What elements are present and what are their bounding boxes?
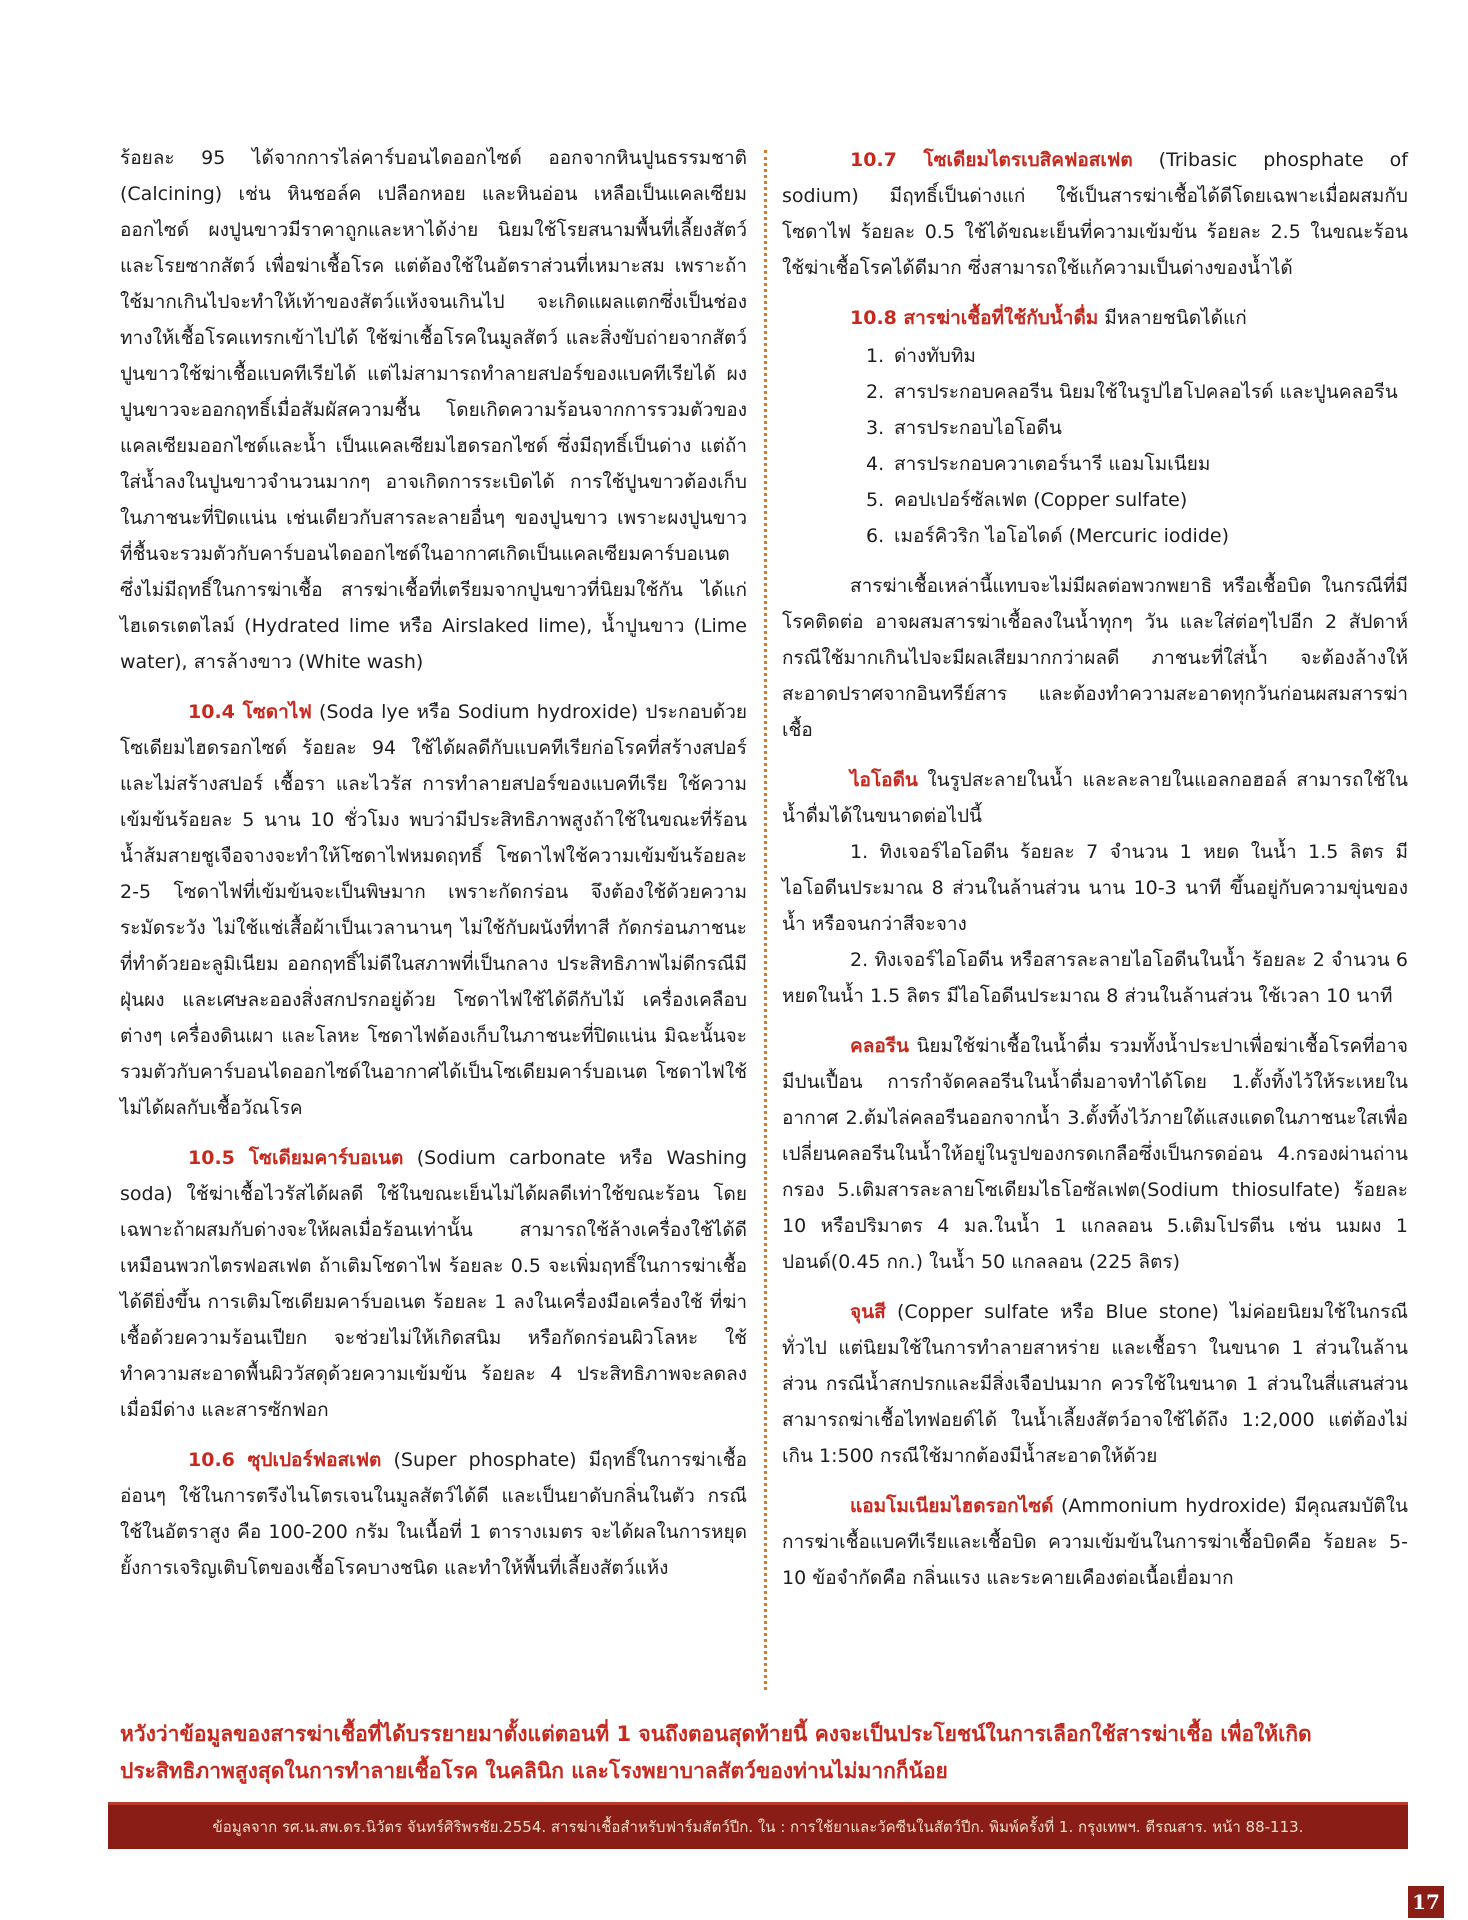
list-item: 3. สารประกอบไอโอดีน: [866, 417, 1062, 439]
list-item: 4. สารประกอบควาเตอร์นารี แอมโมเนียม: [866, 453, 1211, 475]
section-text: (Sodium carbonate หรือ Washing soda) ใช้ฆ่าเชื้อไวรัสได้ผลดี ใช้ในขณะเย็นไม่ได้ผลดีเท่าใช้ขณะร้อน โดยเฉพาะถ้าผสมกับด่างจะให้ผลเมื่อร้อนเท่านั้น สามารถใช้ล้างเครื่องใช้ได้ดีเหมือนพวกไตรฟอสเฟต ถ้าเติมโซดาไฟ ร้อยละ 0.5 จะเพิ่มฤทธิ์ในการฆ่าเชื้อได้ดียิ่งขึ้น การเติมโซเดียมคาร์บอเนต ร้อยละ 1 ลงในเครื่องมือเครื่องใช้ ที่ฆ่าเชื้อด้วยความร้อนเปียก จะช่วยไม่ให้เกิดสนิม หรือกัดกร่อนผิวโลหะ ใช้ทำความสะอาดพื้นผิววัสดุด้วยความเข้มข้น ร้อยละ 4 ประสิทธิภาพจะลดลงเมื่อมีด่าง และสารซักฟอก: [120, 1147, 747, 1421]
list-item: 5. คอปเปอร์ซัลเฟต (Copper sulfate): [866, 489, 1188, 511]
section-10-4: [120, 694, 747, 1126]
section-heading: คลอรีน: [850, 1035, 909, 1057]
drinking-water-disinfectant-list: [782, 338, 1408, 554]
section-text: ในรูปสะลายในน้ำ และละลายในแอลกอฮอล์ สามารถใช้ในน้ำดื่มได้ในขนาดต่อไปนี้: [782, 769, 1408, 827]
section-10-8: [782, 300, 1408, 336]
section-chlorine: [782, 1028, 1408, 1280]
section-text: มีหลายชนิดได้แก่: [1098, 307, 1247, 329]
section-heading: 10.4 โซดาไฟ: [188, 701, 312, 723]
page-number: 17: [1408, 1886, 1444, 1918]
section-heading: แอมโมเนียมไฮดรอกไซด์: [850, 1495, 1054, 1517]
section-text: (Ammonium hydroxide) มีคุณสมบัติในการฆ่าเชื้อแบคทีเรียและเชื้อบิด ความเข้มข้นในการฆ่าเชื้อบิดคือ ร้อยละ 5-10 ข้อจำกัดคือ กลิ่นแรง และระคายเคืองต่อเนื้อเยื่อมาก: [782, 1495, 1408, 1589]
section-heading: จุนสี: [850, 1301, 886, 1323]
section-text: (Copper sulfate หรือ Blue stone) ไม่ค่อยนิยมใช้ในกรณีทั่วไป แต่นิยมใช้ในการทำลายสาหร่าย และเชื้อรา ในขนาด 1 ส่วนในล้านส่วน กรณีน้ำสกปรกและมีสิ่งเจือปนมาก ควรใช้ในขนาด 1 ส่วนในสี่แสนส่วน สามารถฆ่าเชื้อไทฟอยด์ได้ ในน้ำเลี้ยงสัตว์อาจใช้ได้ถึง 1:2,000 แต่ต้องไม่เกิน 1:500 กรณีใช้มากต้องมีน้ำสะอาดให้ด้วย: [782, 1301, 1408, 1467]
left-column: [120, 140, 747, 1586]
section-text: (Tribasic phosphate of sodium) มีฤทธิ์เป็นด่างแก่ ใช้เป็นสารฆ่าเชื้อได้ดีโดยเฉพาะเมื่อผสมกับโซดาไฟ ร้อยละ 0.5 ใช้ได้ขณะเย็นที่ความเข้มข้น ร้อยละ 2.5 ในขณะร้อนใช้ฆ่าเชื้อโรคได้ดีมาก ซึ่งสามารถใช้แก้ความเป็นด่างของน้ำได้: [782, 149, 1408, 279]
section-ammonium-hydroxide: [782, 1488, 1408, 1596]
reference-bar: ข้อมูลจาก รศ.น.สพ.ดร.นิวัตร จันทร์ศิริพรชัย.2554. สารฆ่าเชื้อสำหรับฟาร์มสัตว์ปีก. ใน : การใช้ยาและวัคซีนในสัตว์ปีก. พิมพ์ครั้งที่ 1. กรุงเทพฯ. ตีรณสาร. หน้า 88-113.: [108, 1802, 1408, 1849]
list-item: 2. สารประกอบคลอรีน นิยมใช้ในรูปไฮโปคลอไรด์ และปูนคลอรีน: [866, 381, 1398, 403]
section-10-5: [120, 1140, 747, 1428]
paragraph-general-notes: สารฆ่าเชื้อเหล่านี้แทบจะไม่มีผลต่อพวกพยาธิ หรือเชื้อบิด ในกรณีที่มีโรคติดต่อ อาจผสมสารฆ่าเชื้อลงในน้ำทุกๆ วัน และใส่ต่อๆไปอีก 2 สัปดาห์ กรณีใช้มากเกินไปจะมีผลเสียมากกว่าผลดี ภาชนะที่ใส่น้ำ จะต้องล้างให้สะอาดปราศจากอินทรีย์สาร และต้องทำความสะอาดทุกวันก่อนผสมสารฆ่าเชื้อ: [782, 575, 1408, 741]
iodine-item-1: 1. ทิงเจอร์ไอโอดีน ร้อยละ 7 จำนวน 1 หยด ในน้ำ 1.5 ลิตร มีไอโอดีนประมาณ 8 ส่วนในล้านส่วน นาน 10-3 นาที ขึ้นอยู่กับความขุ่นของน้ำ หรือจนกว่าสีจะจาง: [782, 841, 1408, 935]
section-text: (Soda lye หรือ Sodium hydroxide) ประกอบด้วยโซเดียมไฮดรอกไซด์ ร้อยละ 94 ใช้ได้ผลดีกับแบคทีเรียก่อโรคที่สร้างสปอร์ และไม่สร้างสปอร์ เชื้อรา และไวรัส การทำลายสปอร์ของแบคทีเรีย ใช้ความเข้มข้นร้อยละ 5 นาน 10 ชั่วโมง พบว่ามีประสิทธิภาพสูงถ้าใช้ในขณะที่ร้อน น้ำส้มสายชูเจือจางจะทำให้โซดาไฟหมดฤทธิ์ โซดาไฟใช้ความเข้มข้นร้อยละ 2-5 โซดาไฟที่เข้มข้นจะเป็นพิษมาก เพราะกัดกร่อน จึงต้องใช้ด้วยความระมัดระวัง ไม่ใช้แช่เสื้อผ้าเป็นเวลานานๆ ไม่ใช้กับผนังที่ทาสี กัดกร่อนภาชนะที่ทำด้วยอะลูมิเนียม ออกฤทธิ์ไม่ดีในสภาพที่เป็นกลาง ประสิทธิภาพไม่ดีกรณีมีฝุ่นผง และเศษละอองสิ่งสกปรกอยู่ด้วย โซดาไฟใช้ได้ดีกับไม้ เครื่องเคลือบต่างๆ เครื่องดินเผา และโลหะ โซดาไฟต้องเก็บในภาชนะที่ปิดแน่น มิฉะนั้นจะรวมตัวกับคาร์บอนไดออกไซด์ในอากาศได้เป็นโซเดียมคาร์บอเนต โซดาไฟใช้ไม่ได้ผลกับเชื้อวัณโรค: [120, 701, 747, 1119]
section-blue-stone: [782, 1294, 1408, 1474]
right-column: [782, 142, 1408, 1596]
closing-statement: หวังว่าข้อมูลของสารฆ่าเชื้อที่ได้บรรยายมาตั้งแต่ตอนที่ 1 จนถึงตอนสุดท้ายนี้ คงจะเป็นประโยชน์ในการเลือกใช้สารฆ่าเชื้อ เพื่อให้เกิดประสิทธิภาพสูงสุดในการทำลายเชื้อโรค ในคลินิก และโรงพยาบาลสัตว์ของท่านไม่มากก็น้อย: [120, 1722, 1312, 1783]
paragraph-lime: ร้อยละ 95 ได้จากการไล่คาร์บอนไดออกไซด์ ออกจากหินปูนธรรมชาติ (Calcining) เช่น หินชอล์ค เปลือกหอย และหินอ่อน เหลือเป็นแคลเซียมออกไซด์ ผงปูนขาวมีราคาถูกและหาได้ง่าย นิยมใช้โรยสนามพื้นที่เลี้ยงสัตว์ และโรยซากสัตว์ เพื่อฆ่าเชื้อโรค แต่ต้องใช้ในอัตราส่วนที่เหมาะสม เพราะถ้าใช้มากเกินไปจะทำให้เท้าของสัตว์แห้งจนเกินไป จะเกิดแผลแตกซึ่งเป็นช่องทางให้เชื้อโรคแทรกเข้าไปได้ ใช้ฆ่าเชื้อโรคในมูลสัตว์ และสิ่งขับถ่ายจากสัตว์ ปูนขาวใช้ฆ่าเชื้อแบคทีเรียได้ แต่ไม่สามารถทำลายสปอร์ของแบคทีเรียได้ ผงปูนขาวจะออกฤทธิ์เมื่อสัมผัสความชื้น โดยเกิดความร้อนจากการรวมตัวของแคลเซียมออกไซด์และน้ำ เป็นแคลเซียมไฮดรอกไซด์ ซึ่งมีฤทธิ์เป็นด่าง แต่ถ้าใส่น้ำลงในปูนขาวจำนวนมากๆ อาจเกิดการระเบิดได้ การใช้ปูนขาวต้องเก็บในภาชนะที่ปิดแน่น เช่นเดียวกับสารละลายอื่นๆ ของปูนขาว เพราะผงปูนขาวที่ชื้นจะรวมตัวกับคาร์บอนไดออกไซด์ในอากาศเกิดเป็นแคลเซียมคาร์บอเนต ซึ่งไม่มีฤทธิ์ในการฆ่าเชื้อ สารฆ่าเชื้อที่เตรียมจากปูนขาวที่นิยมใช้กัน ได้แก่ ไฮเดรเตตไลม์ (Hydrated lime หรือ Airslaked lime), น้ำปูนขาว (Lime water), สารล้างขาว (White wash): [120, 147, 747, 673]
section-heading: 10.5 โซเดียมคาร์บอเนต: [188, 1147, 404, 1169]
iodine-item-2: 2. ทิงเจอร์ไอโอดีน หรือสารละลายไอโอดีนในน้ำ ร้อยละ 2 จำนวน 6 หยดในน้ำ 1.5 ลิตร มีไอโอดีนประมาณ 8 ส่วนในล้านส่วน ใช้เวลา 10 นาที: [782, 949, 1408, 1007]
section-heading: 10.8 สารฆ่าเชื้อที่ใช้กับน้ำดื่ม: [850, 307, 1099, 329]
section-iodine: [782, 762, 1408, 834]
list-item: 6. เมอร์คิวริก ไอโอไดด์ (Mercuric iodide): [866, 525, 1229, 547]
section-heading: 10.6 ซุปเปอร์ฟอสเฟต: [188, 1449, 382, 1471]
list-item: 1. ด่างทับทิม: [866, 345, 976, 367]
section-text: นิยมใช้ฆ่าเชื้อในน้ำดื่ม รวมทั้งน้ำประปาเพื่อฆ่าเชื้อโรคที่อาจมีปนเปื้อน การกำจัดคลอรีนในน้ำดื่มอาจทำได้โดย 1.ตั้งทิ้งไว้ให้ระเหยในอากาศ 2.ต้มไล่คลอรีนออกจากน้ำ 3.ตั้งทิ้งไว้ภายใต้แสงแดดในภาชนะใสเพื่อเปลี่ยนคลอรีนในน้ำให้อยู่ในรูปของกรดเกลือซึ่งเป็นกรดอ่อน 4.กรองผ่านถ่านกรอง 5.เติมสารละลายโซเดียมไธโอซัลเฟต(Sodium thiosulfate) ร้อยละ 10 หรือปริมาตร 4 มล.ในน้ำ 1 แกลลอน 5.เติมโปรตีน เช่น นมผง 1 ปอนด์(0.45 กก.) ในน้ำ 50 แกลลอน (225 ลิตร): [782, 1035, 1408, 1273]
section-heading: 10.7 โซเดียมไตรเบสิคฟอสเฟต: [850, 149, 1133, 171]
column-divider: [764, 150, 767, 1690]
section-heading: ไอโอดีน: [850, 769, 918, 791]
section-10-6: [120, 1442, 747, 1586]
section-10-7: [782, 142, 1408, 286]
section-text: (Super phosphate) มีฤทธิ์ในการฆ่าเชื้ออ่อนๆ ใช้ในการตรึงไนโตรเจนในมูลสัตว์ได้ดี และเป็นยาดับกลิ่นในตัว กรณีใช้ในอัตราสูง คือ 100-200 กรัม ในเนื้อที่ 1 ตารางเมตร จะได้ผลในการหยุดยั้งการเจริญเติบโตของเชื้อโรคบางชนิด และทำให้พื้นที่เลี้ยงสัตว์แห้ง: [120, 1449, 747, 1579]
